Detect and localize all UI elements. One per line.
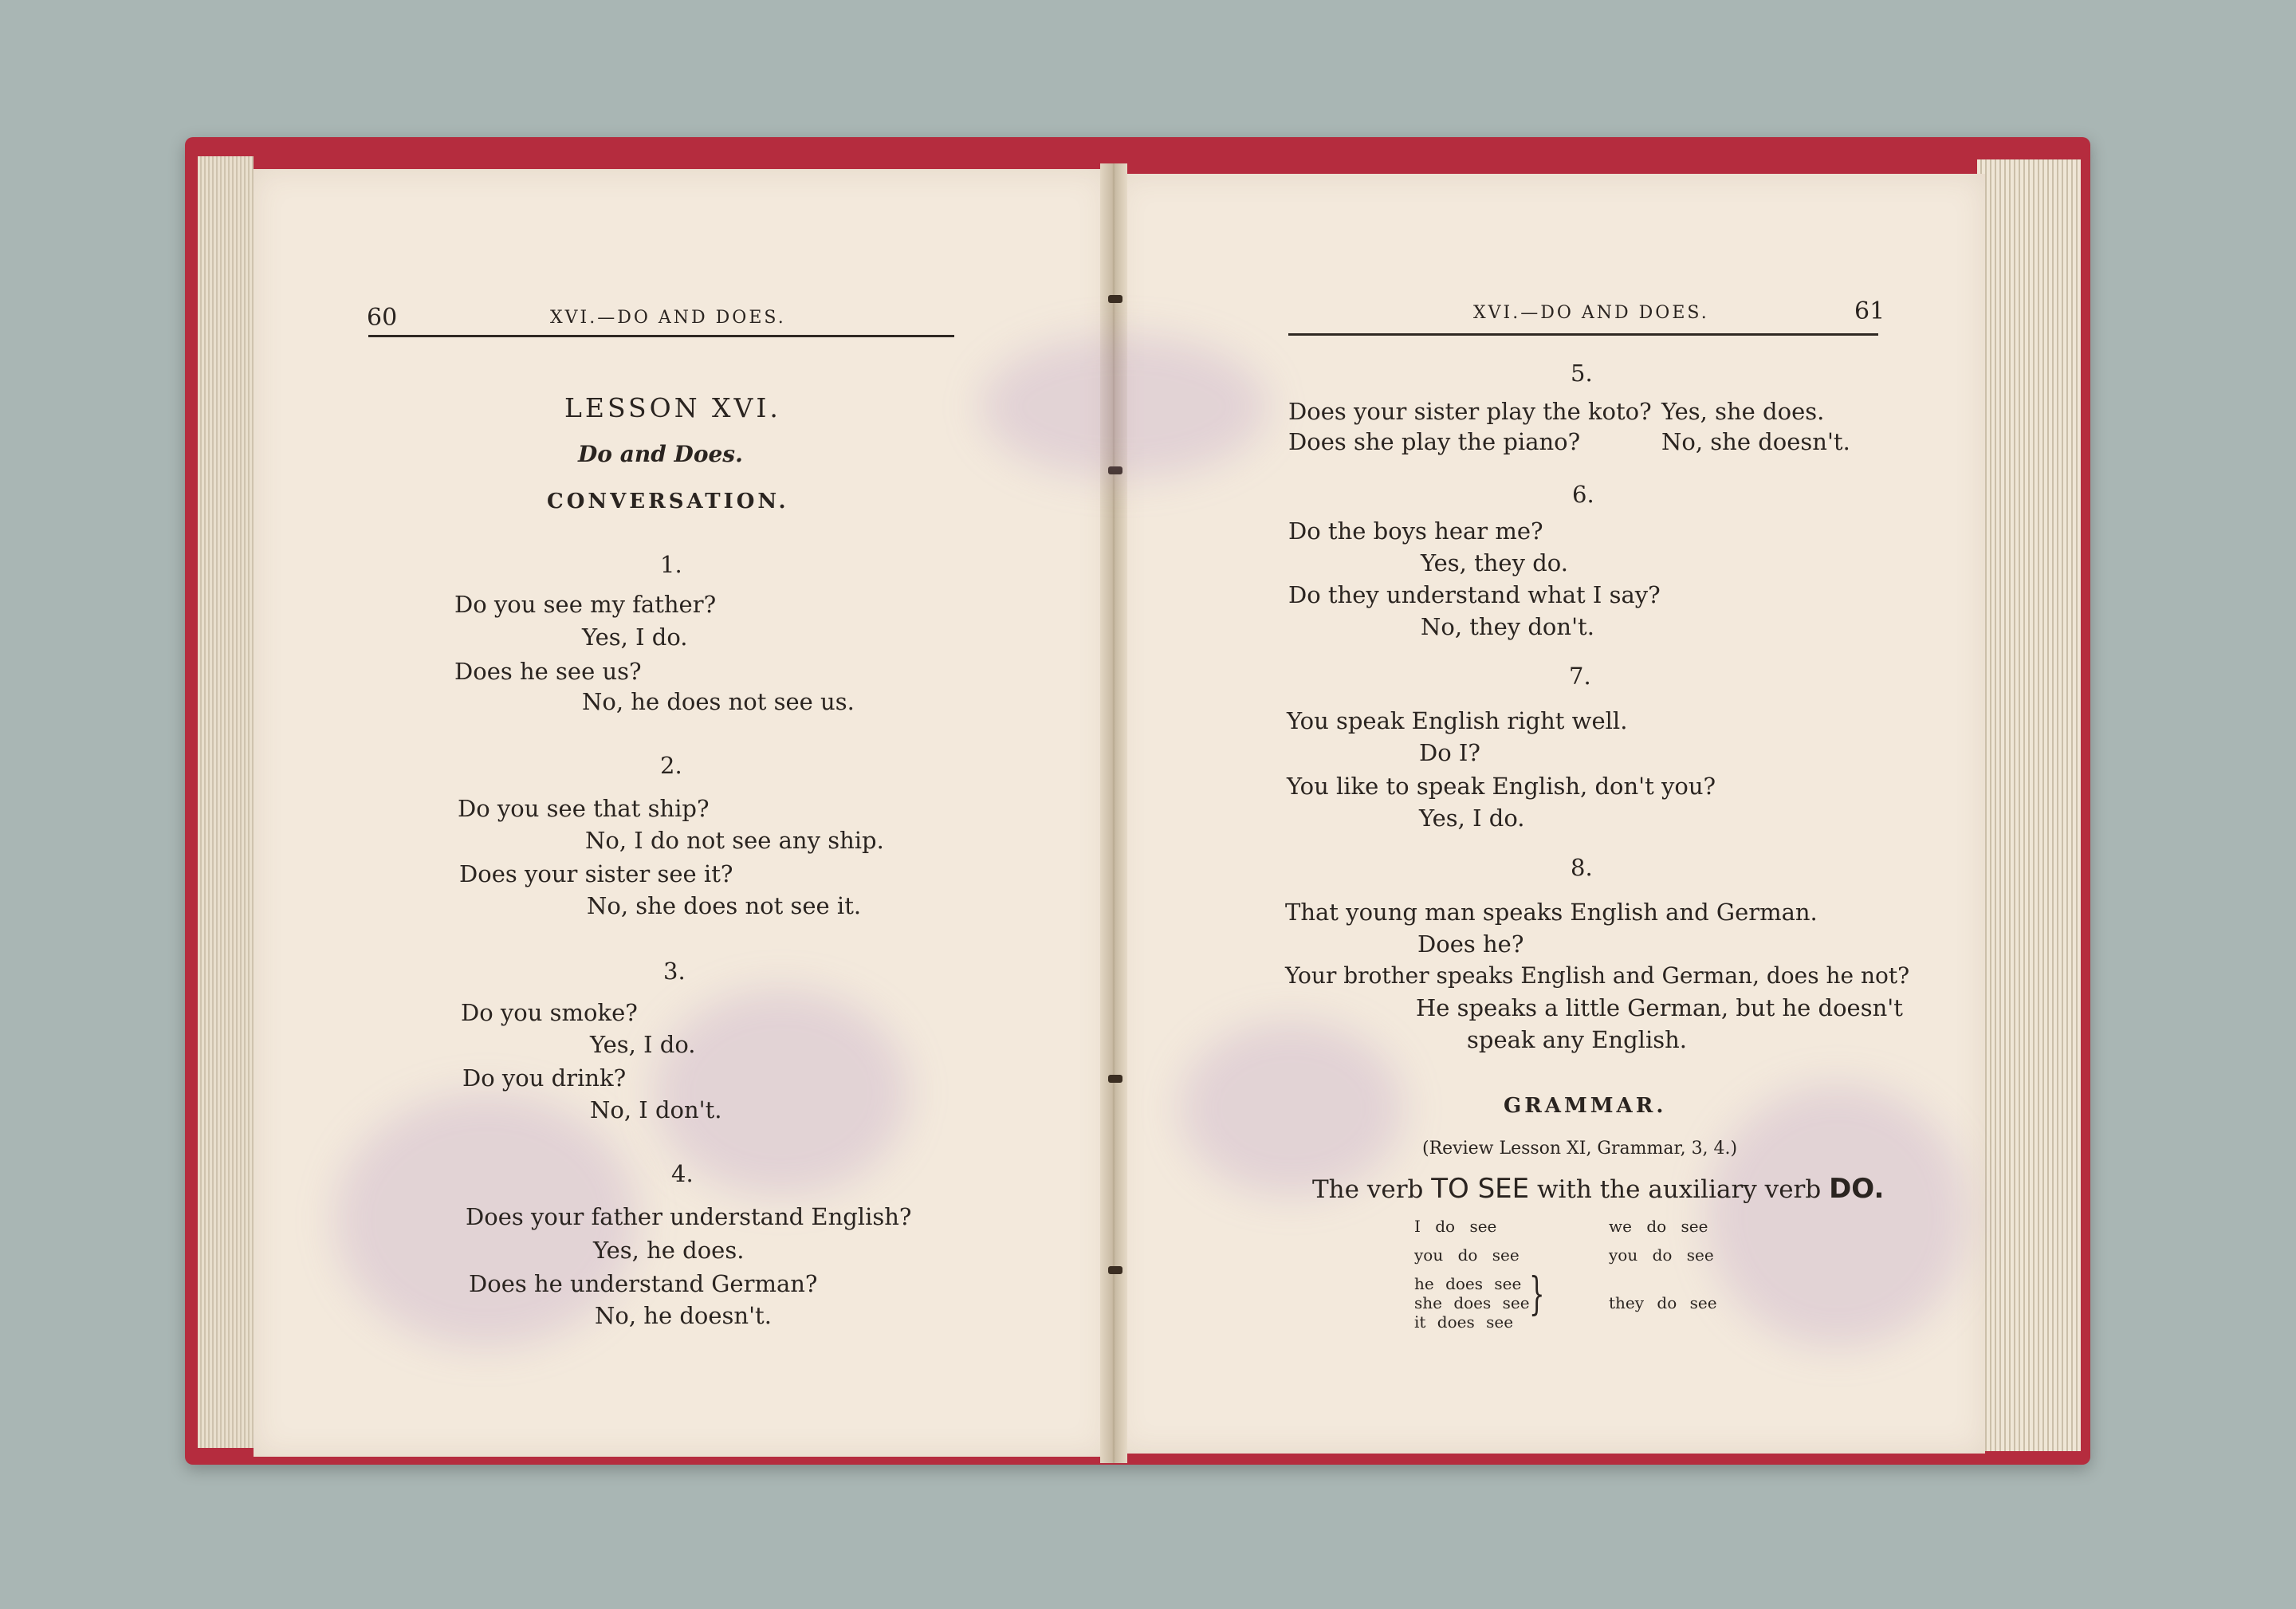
binding-stitch — [1108, 295, 1122, 303]
question-line: Does your sister see it? — [459, 860, 733, 887]
brace-symbol: } — [1529, 1269, 1545, 1320]
conjugation-item: we do see — [1609, 1217, 1708, 1236]
answer-line: No, he doesn't. — [595, 1302, 772, 1329]
verb-to-see: TO SEE — [1431, 1173, 1530, 1205]
answer-line: Yes, she does. — [1661, 398, 1825, 425]
question-line: Does he see us? — [454, 658, 642, 685]
answer-line: No, he does not see us. — [582, 688, 855, 715]
conjugation-item: she does see — [1414, 1293, 1530, 1312]
question-line: Do you drink? — [462, 1064, 627, 1092]
ink-stain — [981, 335, 1268, 478]
ink-stain — [1706, 1084, 1969, 1347]
group-number: 7. — [1569, 663, 1591, 690]
group-number: 6. — [1572, 481, 1594, 508]
question-line: Does he understand German? — [469, 1270, 818, 1297]
answer-line: He speaks a little German, but he doesn't — [1416, 994, 1903, 1021]
answer-line: Yes, I do. — [582, 624, 688, 651]
binding-stitch — [1108, 1266, 1122, 1274]
answer-line: Yes, I do. — [1419, 804, 1525, 832]
answer-line: No, she does not see it. — [587, 892, 862, 919]
section-heading: CONVERSATION. — [547, 490, 789, 513]
question-line: You like to speak English, don't you? — [1287, 773, 1716, 800]
question-line: Does your father understand English? — [466, 1203, 912, 1230]
question-line: Do you see my father? — [454, 591, 717, 618]
question-line: Do you see that ship? — [458, 795, 710, 822]
answer-line: Yes, they do. — [1421, 549, 1568, 576]
grammar-rule-line — [1312, 1173, 1885, 1205]
answer-line: Does he? — [1417, 930, 1524, 958]
grammar-note: (Review Lesson XI, Grammar, 3, 4.) — [1422, 1139, 1738, 1159]
answer-line: No, I do not see any ship. — [585, 827, 884, 854]
answer-line: speak any English. — [1467, 1026, 1687, 1053]
question-line: Do the boys hear me? — [1288, 517, 1543, 545]
question-line: Do they understand what I say? — [1288, 581, 1661, 608]
answer-line: No, I don't. — [590, 1096, 722, 1123]
group-number: 2. — [660, 752, 682, 779]
answer-line: Yes, he does. — [593, 1237, 745, 1264]
conjugation-item: he does see — [1414, 1274, 1522, 1293]
statement-line: That young man speaks English and German. — [1285, 899, 1818, 926]
binding-stitch — [1108, 1075, 1122, 1083]
conjugation-item: you do see — [1414, 1245, 1520, 1265]
group-number: 3. — [663, 958, 686, 985]
group-number: 1. — [660, 551, 682, 578]
ink-stain — [1180, 1021, 1403, 1196]
question-line: Does your sister play the koto? — [1288, 398, 1652, 425]
statement-line: You speak English right well. — [1287, 707, 1628, 734]
group-number: 4. — [671, 1160, 694, 1187]
grammar-heading: GRAMMAR. — [1504, 1094, 1667, 1118]
answer-line: No, she doesn't. — [1661, 428, 1850, 455]
conjugation-item: it does see — [1414, 1312, 1514, 1332]
grammar-rule-text: The verb — [1312, 1175, 1424, 1204]
question-line: Does she play the piano? — [1288, 428, 1581, 455]
page-edges-right — [1977, 159, 2081, 1451]
group-number: 5. — [1571, 360, 1593, 387]
conjugation-item: I do see — [1414, 1217, 1497, 1236]
page-number: 61 — [1854, 297, 1885, 325]
group-number: 8. — [1571, 854, 1593, 881]
answer-line: Yes, I do. — [590, 1031, 696, 1058]
answer-line: Do I? — [1419, 739, 1480, 766]
question-line: Your brother speaks English and German, does he not? — [1285, 962, 1910, 989]
page-edges-left — [198, 156, 254, 1448]
lesson-title: LESSON XVI. — [564, 392, 781, 423]
header-rule — [1288, 333, 1878, 336]
running-head: XVI.—DO AND DOES. — [550, 308, 786, 328]
aux-verb-do: DO. — [1829, 1173, 1885, 1205]
answer-line: No, they don't. — [1421, 613, 1594, 640]
page-number: 60 — [367, 304, 398, 332]
conjugation-item: they do see — [1609, 1293, 1717, 1312]
question-line: Do you smoke? — [461, 999, 638, 1026]
conjugation-item: you do see — [1609, 1245, 1714, 1265]
grammar-rule-text: with the auxiliary verb — [1536, 1175, 1822, 1204]
lesson-subtitle: Do and Does. — [578, 441, 743, 467]
header-rule — [368, 335, 954, 337]
running-head: XVI.—DO AND DOES. — [1473, 303, 1709, 323]
